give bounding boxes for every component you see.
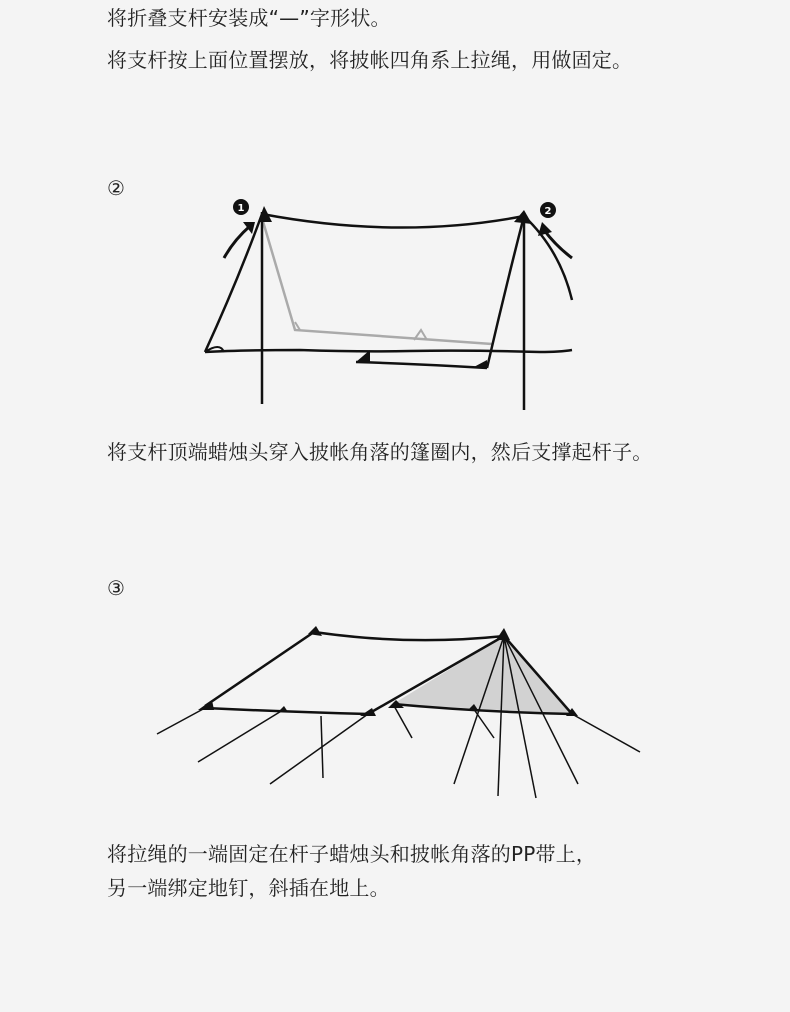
- step3-caption-line1: 将拉绳的一端固定在杆子蜡烛头和披帐角落的PP带上，: [107, 842, 597, 866]
- step1-instruction-line2: 将支杆按上面位置摆放，将披帐四角系上拉绳，用做固定。: [107, 48, 633, 72]
- step2-caption: 将支杆顶端蜡烛头穿入披帐角落的篷圈内，然后支撑起杆子。: [107, 440, 653, 464]
- step3-illustration: [0, 620, 790, 805]
- callout-1-label: 1: [237, 203, 245, 214]
- step2-number: ②: [107, 176, 125, 200]
- step1-instruction-line1: 将折叠支杆安装成“—”字形状。: [107, 6, 391, 30]
- callout-2-label: 2: [544, 206, 552, 217]
- step3-caption-line2: 另一端绑定地钉，斜插在地上。: [107, 876, 390, 900]
- step3-number: ③: [107, 576, 125, 600]
- step2-illustration: [0, 190, 790, 420]
